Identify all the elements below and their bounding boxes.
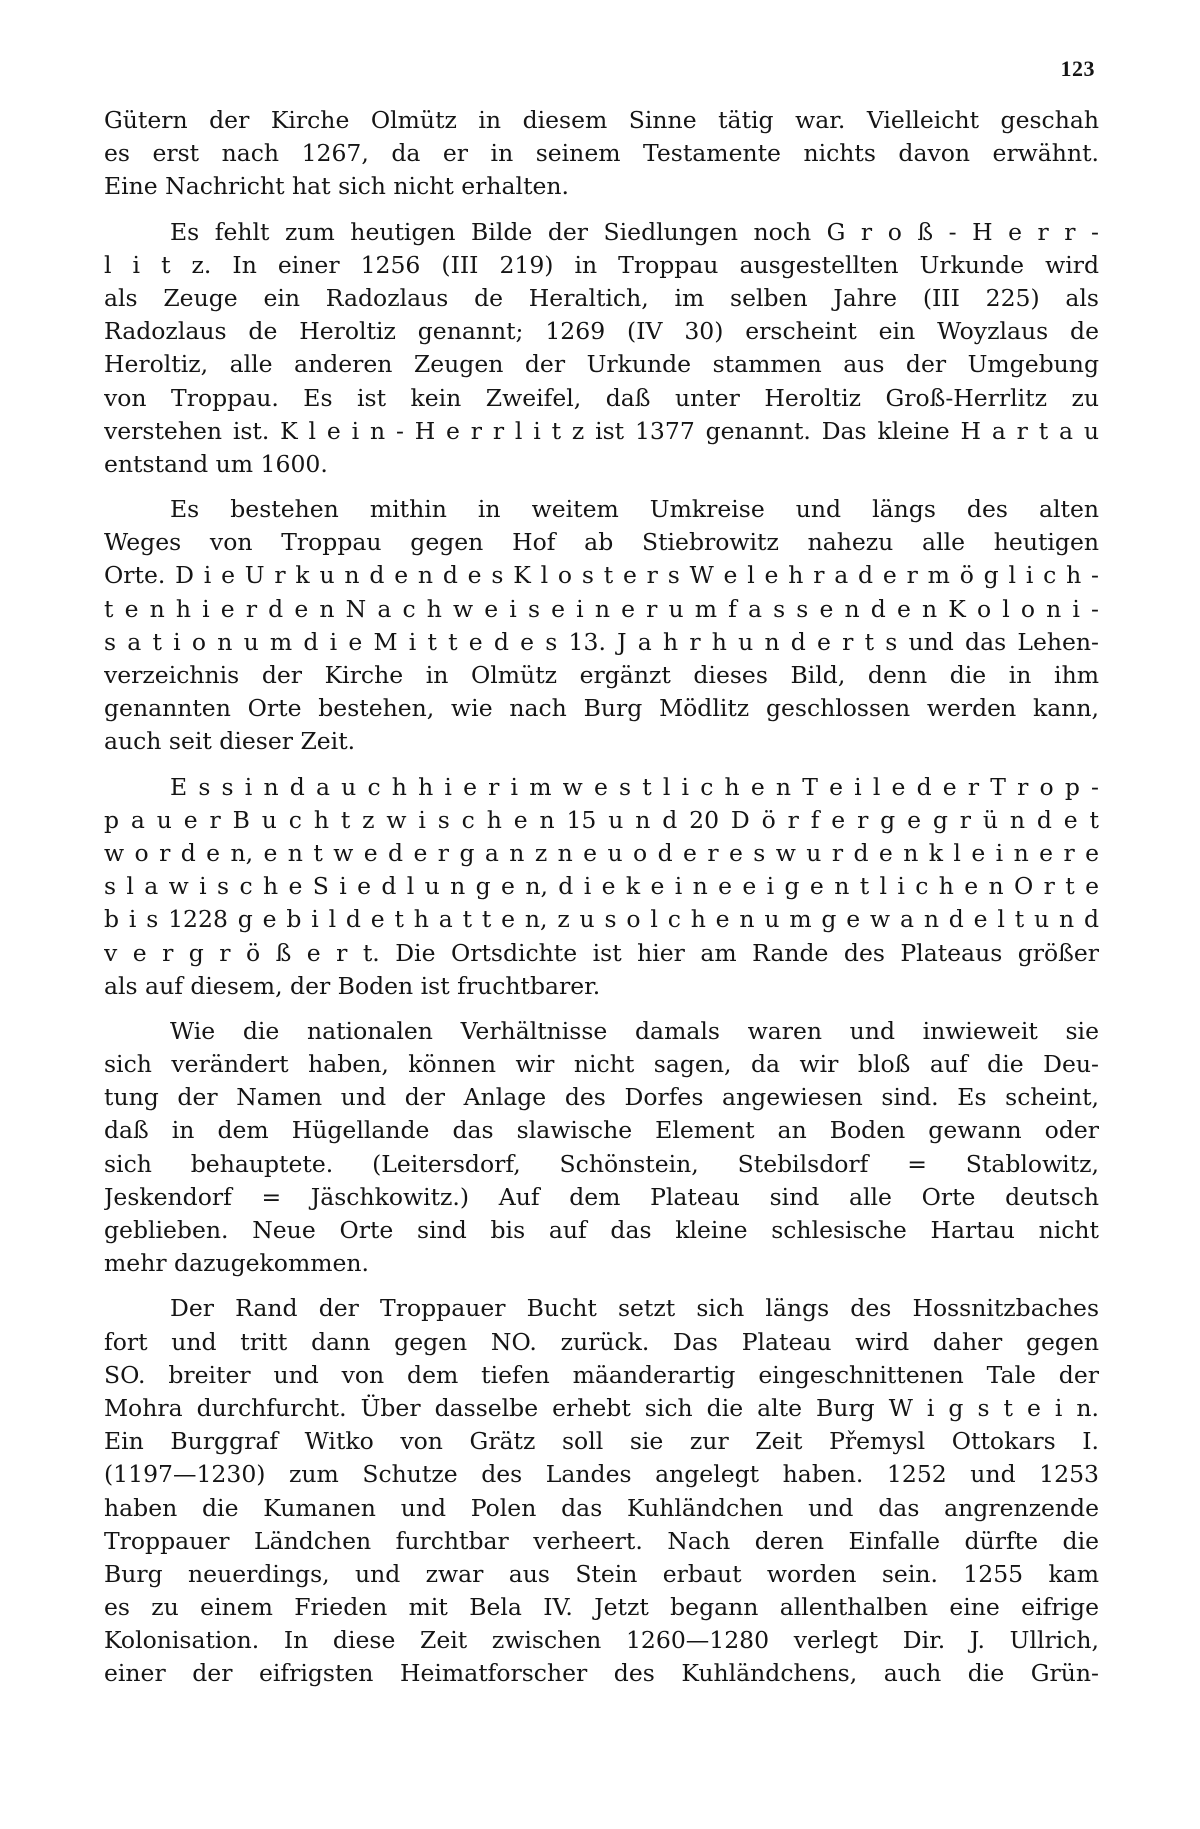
text-line: genannten Orte bestehen, wie nach Burg Mödlitz geschlossen werden kann,: [104, 694, 1099, 723]
paragraph-6: [104, 1292, 1099, 1690]
paragraph-5: [104, 1015, 1099, 1281]
paragraph-3: [104, 493, 1099, 759]
text-line: als Zeuge ein Radozlaus de Heraltich, im selben Jahre (III 225) als: [104, 283, 1099, 312]
text-line: p a u e r B u c h t z w i s c h e n 15 u n d 20 D ö r f e r g e g r ü n d e t: [104, 805, 1099, 834]
text-line: Heroltiz, alle anderen Zeugen der Urkunde stammen aus der Umgebung: [104, 350, 1099, 379]
page-number: 123: [1060, 56, 1095, 81]
text-line: Radozlaus de Heroltiz genannt; 1269 (IV 30) erscheint ein Woyzlaus de: [104, 317, 1099, 346]
text-line: Troppauer Ländchen furchtbar verheert. Nach deren Einfalle dürfte die: [104, 1526, 1099, 1555]
body-text: [104, 104, 1099, 1701]
text-line: haben die Kumanen und Polen das Kuhländchen und das angrenzende: [104, 1493, 1099, 1522]
text-line: s l a w i s c h e S i e d l u n g e n, d i e k e i n e e i g e n t l i c h e n O r t e: [104, 872, 1099, 901]
paragraph-1: [104, 104, 1099, 204]
text-line: tung der Namen und der Anlage des Dorfes angewiesen sind. Es scheint,: [104, 1083, 1099, 1112]
text-line: Kolonisation. In diese Zeit zwischen 1260—1280 verlegt Dir. J. Ullrich,: [104, 1626, 1099, 1655]
text-line: daß in dem Hügellande das slawische Element an Boden gewann oder: [104, 1116, 1099, 1145]
text-line: geblieben. Neue Orte sind bis auf das kleine schlesische Hartau nicht: [104, 1216, 1099, 1244]
text-line: Jeskendorf = Jäschkowitz.) Auf dem Plateau sind alle Orte deutsch: [104, 1182, 1099, 1211]
text-line: verzeichnis der Kirche in Olmütz ergänzt dieses Bild, denn die in ihm: [104, 661, 1099, 689]
text-line: E s s i n d a u c h h i e r i m w e s t l i c h e n T e i l e d e r T r o p -: [170, 772, 1099, 801]
text-line: auch seit dieser Zeit.: [104, 727, 356, 756]
text-line: mehr dazugekommen.: [104, 1249, 370, 1278]
text-line: b i s 1228 g e b i l d e t h a t t e n, z u s o l c h e n u m g e w a n d e l t u n d: [104, 905, 1099, 934]
text-line: Orte. D i e U r k u n d e n d e s K l o s t e r s W e l e h r a d e r m ö g l i c h -: [104, 561, 1099, 590]
text-line: Ein Burggraf Witko von Grätz soll sie zur Zeit Přemysl Ottokars I.: [104, 1427, 1099, 1456]
text-line: von Troppau. Es ist kein Zweifel, daß unter Heroltiz Groß-Herrlitz zu: [104, 383, 1099, 412]
text-line: SO. breiter und von dem tiefen mäanderartig eingeschnittenen Tale der: [104, 1360, 1099, 1389]
text-line: Der Rand der Troppauer Bucht setzt sich längs des Hossnitzbaches: [170, 1294, 1099, 1323]
text-line: Gütern der Kirche Olmütz in diesem Sinne tätig war. Vielleicht geschah: [104, 106, 1099, 134]
text-line: Mohra durchfurcht. Über dasselbe erhebt sich die alte Burg W i g s t e i n.: [104, 1393, 1099, 1422]
text-line: v e r g r ö ß e r t. Die Ortsdichte ist hier am Rande des Plateaus größer: [104, 938, 1099, 967]
text-line: fort und tritt dann gegen NO. zurück. Das Plateau wird daher gegen: [104, 1327, 1099, 1356]
text-line: Weges von Troppau gegen Hof ab Stiebrowitz nahezu alle heutigen: [104, 528, 1099, 557]
text-line: w o r d e n, e n t w e d e r g a n z n e u o d e r e s w u r d e n k l e i n e r e: [104, 838, 1099, 867]
paragraph-2: [104, 216, 1099, 482]
text-line: sich behauptete. (Leitersdorf, Schönstein, Stebilsdorf = Stablowitz,: [104, 1149, 1099, 1178]
text-line: es zu einem Frieden mit Bela IV. Jetzt begann allenthalben eine eifrige: [104, 1593, 1099, 1622]
paragraph-4: [104, 771, 1099, 1003]
text-line: l i t z. In einer 1256 (III 219) in Troppau ausgestellten Urkunde wird: [104, 250, 1099, 279]
text-line: Es fehlt zum heutigen Bilde der Siedlungen noch G r o ß - H e r r -: [170, 217, 1099, 246]
text-line: sich verändert haben, können wir nicht sagen, da wir bloß auf die Deu-: [104, 1050, 1099, 1079]
text-line: t e n h i e r d e n N a c h w e i s e i n e r u m f a s s e n d e n K o l o n i -: [104, 594, 1099, 623]
text-line: Es bestehen mithin in weitem Umkreise und längs des alten: [170, 495, 1099, 524]
text-line: s a t i o n u m d i e M i t t e d e s 13. J a h r h u n d e r t s und das Lehen-: [104, 627, 1099, 656]
text-line: (1197—1230) zum Schutze des Landes angelegt haben. 1252 und 1253: [104, 1460, 1099, 1489]
text-line: verstehen ist. K l e i n - H e r r l i t z ist 1377 genannt. Das kleine H a r t a u: [104, 416, 1099, 445]
text-line: es erst nach 1267, da er in seinem Testamente nichts davon erwähnt.: [104, 139, 1099, 168]
text-line: Wie die nationalen Verhältnisse damals waren und inwieweit sie: [170, 1016, 1099, 1045]
text-line: Eine Nachricht hat sich nicht erhalten.: [104, 172, 570, 201]
text-line: Burg neuerdings, und zwar aus Stein erbaut worden sein. 1255 kam: [104, 1559, 1099, 1588]
text-line: als auf diesem, der Boden ist fruchtbarer.: [104, 971, 601, 1000]
text-line: entstand um 1600.: [104, 449, 328, 478]
text-line: einer der eifrigsten Heimatforscher des Kuhländchens, auch die Grün-: [104, 1659, 1099, 1688]
